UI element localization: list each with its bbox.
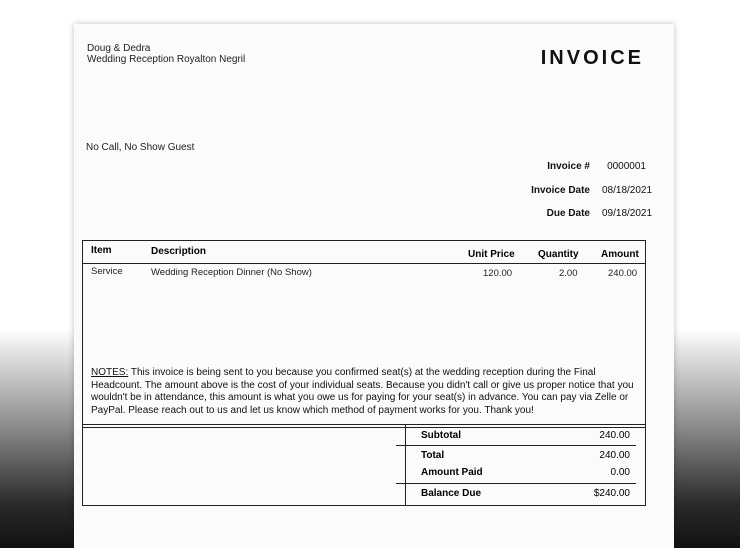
amount-paid-value: 0.00 — [610, 467, 630, 478]
total-label: Total — [421, 450, 445, 461]
subtotal-label: Subtotal — [421, 430, 461, 441]
invoice-sheet — [74, 24, 674, 548]
amount-paid-label: Amount Paid — [421, 467, 483, 478]
sender-event: Wedding Reception Royalton Negril — [87, 54, 246, 65]
meta-value: 0000001 — [607, 161, 646, 173]
meta-row-due-date — [531, 202, 653, 226]
meta-label: Due Date — [546, 208, 590, 220]
totals-divider — [396, 445, 636, 446]
table-header — [83, 241, 645, 264]
line-items-table — [82, 240, 646, 428]
notes-text: This invoice is being sent to you because you confirmed seat(s) at the wedding reception during the Final Headcount. The amount above is the cost of your individual seats. Because you didn't call or give us proper notice that you wouldn't be in attendance, this amount is what you owe us for paying for your seat(s) in advance. You can pay via Zelle or PayPal. Please reach out to us and let us know which method of payment works for you. Thank you! — [91, 367, 634, 416]
notes — [91, 367, 639, 417]
header-unit-price: Unit Price — [468, 249, 515, 260]
header-item: Item — [91, 245, 112, 256]
invoice-meta — [531, 155, 653, 226]
meta-row-invoice-date — [531, 179, 653, 203]
totals-divider — [396, 483, 636, 484]
cell-quantity: 2.00 — [559, 268, 578, 279]
total-value: 240.00 — [599, 450, 630, 461]
sender-block — [87, 43, 245, 65]
cell-description: Wedding Reception Dinner (No Show) — [151, 267, 312, 278]
balance-due-label: Balance Due — [421, 488, 482, 499]
cell-unit-price: 120.00 — [483, 268, 513, 279]
meta-value: 08/18/2021 — [602, 184, 653, 196]
header-quantity: Quantity — [538, 249, 579, 260]
header-amount: Amount — [601, 249, 639, 260]
cell-amount: 240.00 — [608, 268, 638, 279]
totals-blank-area — [83, 425, 406, 505]
header-description: Description — [151, 246, 207, 257]
notes-label: NOTES: — [91, 367, 129, 378]
meta-label: Invoice # — [547, 161, 590, 173]
bill-to: No Call, No Show Guest — [86, 142, 195, 153]
meta-row-invoice-number — [531, 155, 646, 179]
document-title: INVOICE — [540, 47, 644, 69]
totals-box — [82, 424, 646, 506]
sender-name: Doug & Dedra — [87, 43, 151, 54]
meta-label: Invoice Date — [531, 184, 590, 196]
meta-value: 09/18/2021 — [602, 208, 653, 220]
subtotal-value: 240.00 — [599, 430, 630, 441]
cell-item: Service — [91, 266, 123, 277]
balance-due-value: $240.00 — [593, 488, 630, 499]
